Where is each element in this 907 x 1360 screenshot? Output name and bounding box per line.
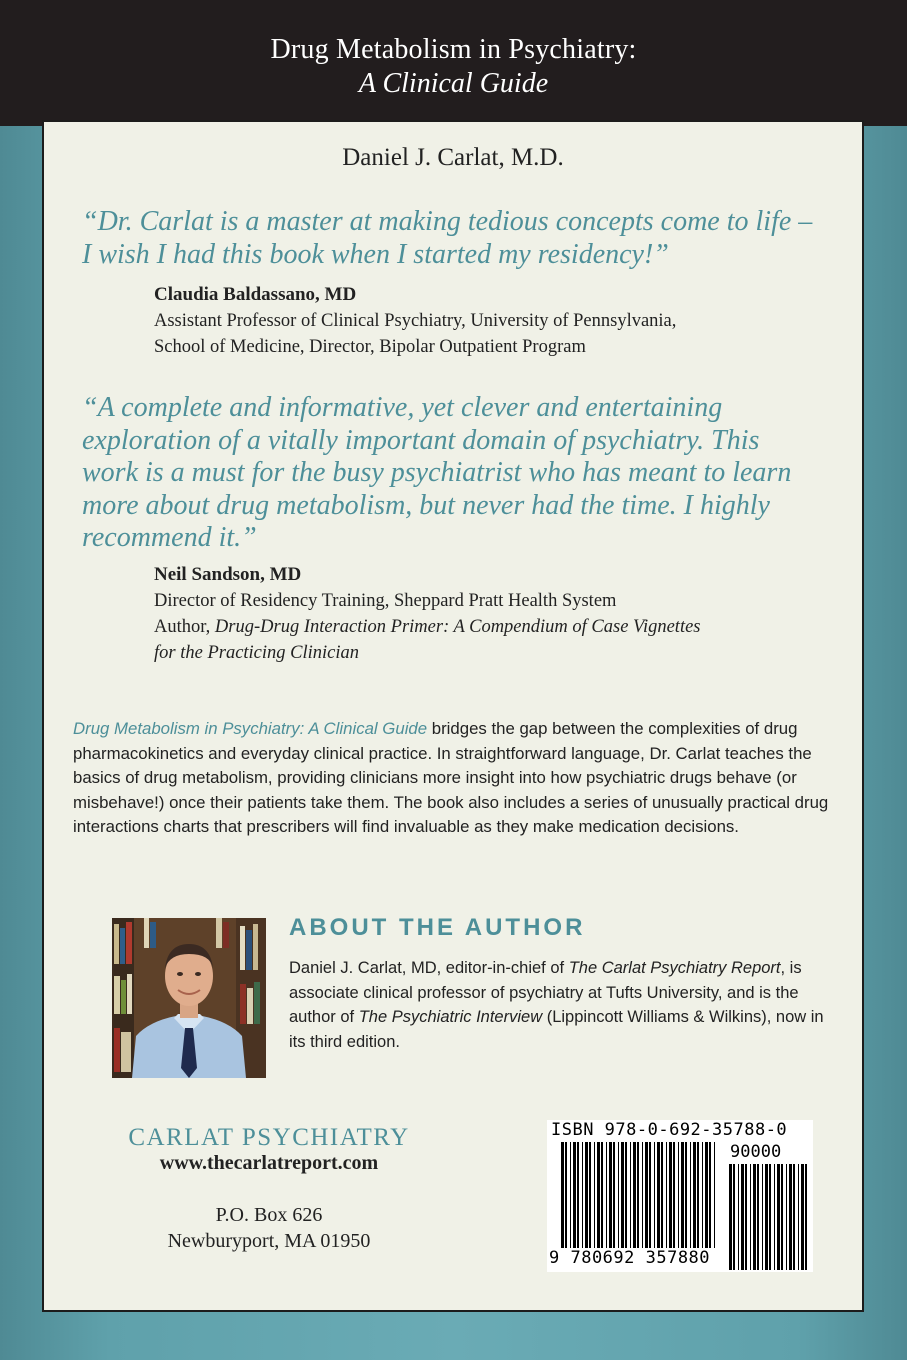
barcode-bar [657,1142,660,1248]
ean-number: 9 780692 357880 [549,1248,711,1268]
barcode-bar [745,1164,747,1270]
barcode-bar [597,1142,600,1248]
author-photo-icon [112,918,266,1078]
endorser-name: Neil Sandson, MD [154,564,302,585]
barcode-bar [709,1142,711,1248]
barcode-bar [793,1164,795,1270]
author-photo [112,918,266,1078]
barcode-bar [654,1142,655,1248]
about-text-part: Daniel J. Carlat, MD, editor-in-chief of [289,959,569,977]
book-title: Drug Metabolism in Psychiatry: [270,34,637,65]
barcode-bar [645,1142,648,1248]
endorser-title: Assistant Professor of Clinical Psychiatry, University of Pennsylvania, [154,311,677,331]
endorser-title [154,614,834,640]
barcode-bar [678,1142,679,1248]
about-author-text [289,956,829,1054]
barcode-bar [673,1142,675,1248]
endorser-title: Director of Residency Training, Sheppard Pratt Health System [154,591,617,611]
author-name: Daniel J. Carlat, M.D. [342,144,564,171]
book-subtitle: A Clinical Guide [358,68,549,99]
barcode-bar [769,1164,771,1270]
barcode-bar [606,1142,607,1248]
barcode-bar [693,1142,696,1248]
barcode-bar [609,1142,612,1248]
publisher-address-line1: P.O. Box 626 [215,1204,323,1226]
barcode-bar [582,1142,583,1248]
book-description [73,717,843,840]
barcode-bar [733,1164,735,1270]
barcode-bar [729,1164,732,1270]
barcode-bar [798,1164,799,1270]
barcode-bar [630,1142,631,1248]
barcode-bar [594,1142,595,1248]
title-bar [0,0,907,126]
barcode-bar [781,1164,783,1270]
barcode-bar [786,1164,787,1270]
barcode-bar [570,1142,571,1248]
barcode-bar [774,1164,775,1270]
endorsement-attribution-1 [154,282,834,360]
endorser-title: School of Medicine, Director, Bipolar Outpatient Program [154,337,586,357]
barcode-bar [618,1142,619,1248]
publisher-url: www.thecarlatreport.com [159,1152,379,1174]
publisher-name: CARLAT PSYCHIATRY [128,1124,410,1151]
barcode-bar [741,1164,744,1270]
barcode-bar [714,1142,715,1248]
barcode-bar [762,1164,763,1270]
barcode-bar [633,1142,636,1248]
barcode-bar [789,1164,792,1270]
barcode-addon-number: 90000 [730,1142,782,1162]
barcode-bar [685,1142,687,1248]
barcode-bar [649,1142,651,1248]
barcode-bar [681,1142,684,1248]
barcode-bar [625,1142,627,1248]
barcode-bar [777,1164,780,1270]
barcode-bar [750,1164,751,1270]
description-body: bridges the gap between the complexities of drug pharmacokinetics and everyday clinical practice. In straightforward language, Dr. Carlat teaches the basics of drug metabolism, providing clinicians more insight into how psychiatric drugs behave (or misbehave!) once their patients take them. The book also includes a series of unusually practical drug interactions charts that prescribers will find invaluable as they make medication decisions. [73,719,829,836]
barcode-bar [613,1142,615,1248]
barcode-bar [753,1164,756,1270]
endorser-book-title: for the Practicing Clinician [154,643,360,663]
barcode-bar [585,1142,588,1248]
barcode-bar [589,1142,591,1248]
barcode-bar [805,1164,807,1270]
barcode-bar [661,1142,663,1248]
barcode-bar [757,1164,759,1270]
barcode-bar [561,1142,564,1248]
endorsement-attribution-2 [154,562,834,666]
barcode-bar [669,1142,672,1248]
barcode-bar [666,1142,667,1248]
isbn-label: ISBN 978-0-692-35788-0 [551,1120,788,1140]
barcode-bar [801,1164,804,1270]
barcode-bar [642,1142,643,1248]
publisher-address-line2: Newburyport, MA 01950 [167,1230,371,1252]
isbn-barcode [547,1120,813,1272]
barcode-bar [765,1164,768,1270]
back-cover-panel [42,120,864,1312]
barcode-bar [702,1142,703,1248]
barcode-bar [697,1142,699,1248]
endorser-title [154,640,834,666]
about-book-title: The Psychiatric Interview [358,1008,543,1026]
barcode-bar [705,1142,708,1248]
barcode-bar [573,1142,576,1248]
description-title: Drug Metabolism in Psychiatry: A Clinical Guide [73,719,428,738]
barcode-bar [621,1142,624,1248]
barcode-bar [565,1142,567,1248]
about-publication-title: The Carlat Psychiatry Report [568,959,781,977]
endorsement-quote-1: “Dr. Carlat is a master at making tedious concepts come to life – I wish I had this book when I started my residency!” [82,206,813,270]
endorsement-quote-2: “A complete and informative, yet clever and entertaining exploration of a vitally important domain of psychiatry. This work is a must for the busy psychiatrist who has meant to learn more about drug metabolism, but never had the time. I highly recommend it.” [82,392,792,553]
barcode-bar [637,1142,639,1248]
about-text-part: , is associate clinical professor of psychiatry at Tufts University, and is the author of [289,959,802,1026]
endorser-role-prefix: Author, [154,617,215,637]
endorser-book-title: Drug-Drug Interaction Primer: A Compendium of Case Vignettes [214,617,701,637]
endorser-name: Claudia Baldassano, MD [154,284,357,305]
barcode-bar [738,1164,739,1270]
barcode-bar [577,1142,579,1248]
about-author-heading: ABOUT THE AUTHOR [289,914,586,941]
barcode-bar [601,1142,603,1248]
barcode-bar [690,1142,691,1248]
about-text-part: (Lippincott Williams & Wilkins), now in its third edition. [289,1008,824,1051]
